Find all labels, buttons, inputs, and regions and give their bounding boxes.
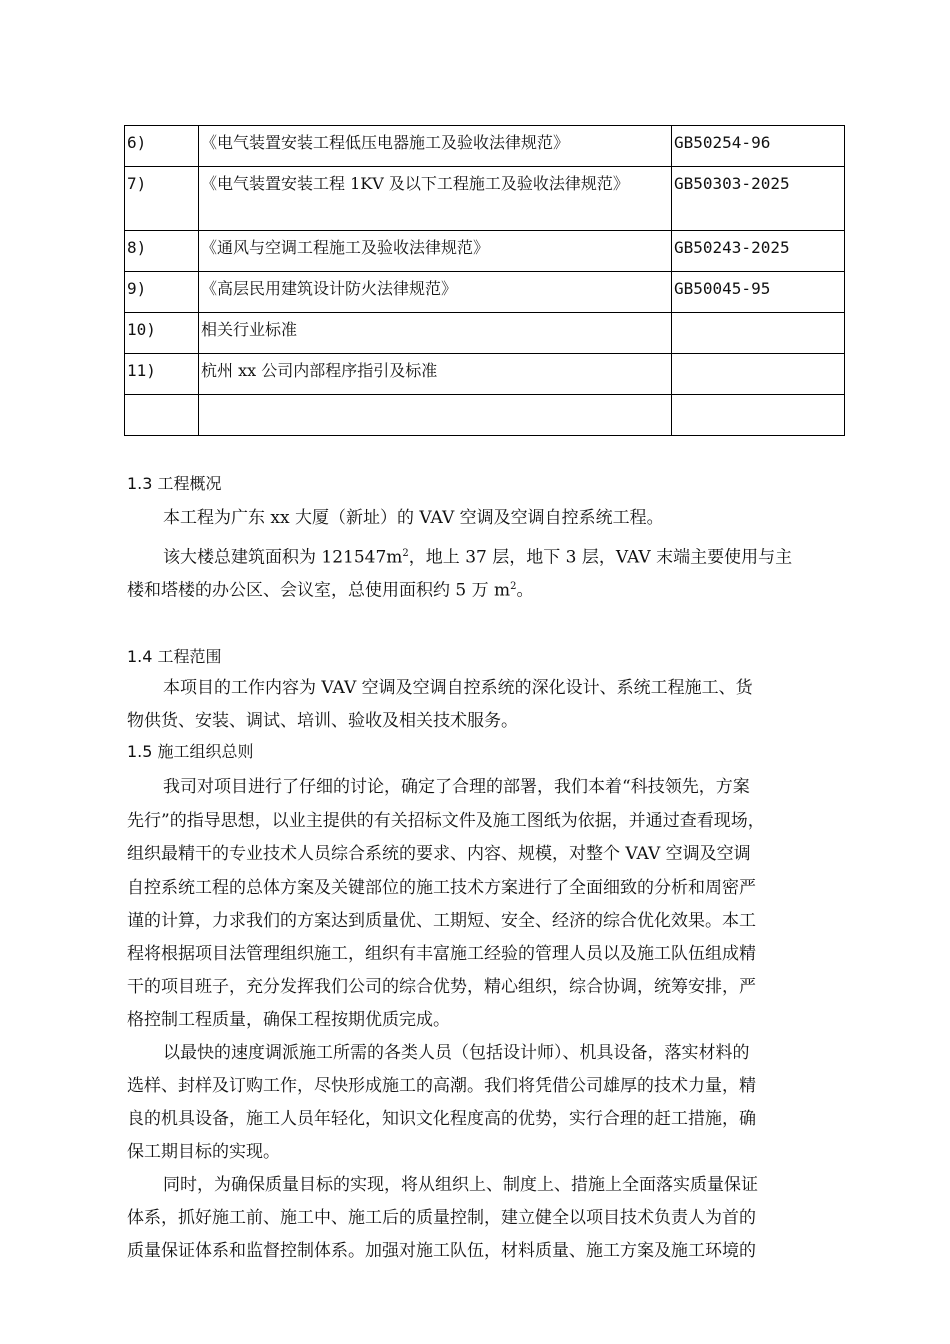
- paragraph-line: 本工程为广东 xx 大厦（新址）的 VAV 空调及空调自控系统工程。: [163, 508, 664, 528]
- row-number: 9): [125, 272, 199, 313]
- standard-title: 《电气装置安装工程低压电器施工及验收法律规范》: [199, 126, 672, 167]
- standard-title: 《通风与空调工程施工及验收法律规范》: [199, 231, 672, 272]
- section-heading-1-4: 1.4 工程范围: [127, 647, 222, 666]
- paragraph-line: 干的项目班子，充分发挥我们公司的综合优势，精心组织，综合协调，统筹安排，严: [127, 977, 756, 997]
- paragraph-line: 该大楼总建筑面积为 $121547m^2$，地上 37 层，地下 3 层，VAV 末端主要使用与主: [163, 547, 793, 568]
- standards-table: [124, 125, 845, 436]
- paragraph-line: 谨的计算，力求我们的方案达到质量优、工期短、安全、经济的综合优化效果。本工: [127, 911, 756, 931]
- table-row: [125, 313, 845, 354]
- standard-code: GB50254-96: [672, 126, 845, 167]
- row-number: 6): [125, 126, 199, 167]
- standard-code: [672, 354, 845, 395]
- standard-code: GB50045-95: [672, 272, 845, 313]
- standard-title: 《高层民用建筑设计防火法律规范》: [199, 272, 672, 313]
- paragraph-line: 以最快的速度调派施工所需的各类人员（包括设计师）、机具设备，落实材料的: [163, 1043, 750, 1063]
- row-number: 11): [125, 354, 199, 395]
- table-row: [125, 231, 845, 272]
- section-heading-1-5: 1.5 施工组织总则: [127, 742, 254, 761]
- paragraph-line: 先行”的指导思想，以业主提供的有关招标文件及施工图纸为依据，并通过查看现场，: [127, 811, 765, 831]
- table-row-empty: [125, 395, 845, 436]
- paragraph-line: 程将根据项目法管理组织施工，组织有丰富施工经验的管理人员以及施工队伍组成精: [127, 944, 756, 964]
- paragraph-line: 物供货、安装、调试、培训、验收及相关技术服务。: [127, 711, 518, 731]
- row-number: 8): [125, 231, 199, 272]
- paragraph-line: 保工期目标的实现。: [127, 1142, 280, 1162]
- standard-title: 《电气装置安装工程 1KV 及以下工程施工及验收法律规范》: [199, 167, 672, 231]
- paragraph-line: 组织最精干的专业技术人员综合系统的要求、内容、规模，对整个 VAV 空调及空调: [127, 844, 751, 864]
- standard-title: 杭州 xx 公司内部程序指引及标准: [199, 354, 672, 395]
- paragraph-line: 格控制工程质量，确保工程按期优质完成。: [127, 1010, 450, 1030]
- paragraph-line: 质量保证体系和监督控制体系。加强对施工队伍，材料质量、施工方案及施工环境的: [127, 1241, 756, 1261]
- paragraph-line: 同时，为确保质量目标的实现，将从组织上、制度上、措施上全面落实质量保证: [163, 1175, 758, 1195]
- table-row: [125, 126, 845, 167]
- paragraph-line: 自控系统工程的总体方案及关键部位的施工技术方案进行了全面细致的分析和周密严: [127, 878, 756, 898]
- paragraph-line: 体系，抓好施工前、施工中、施工后的质量控制，建立健全以项目技术负责人为首的: [127, 1208, 756, 1228]
- standard-title: 相关行业标准: [199, 313, 672, 354]
- table-row: [125, 272, 845, 313]
- row-number: 7): [125, 167, 199, 231]
- paragraph-line: 我司对项目进行了仔细的讨论，确定了合理的部署，我们本着“科技领先，方案: [163, 777, 750, 797]
- standard-code: GB50303-2025: [672, 167, 845, 231]
- paragraph-line: 本项目的工作内容为 VAV 空调及空调自控系统的深化设计、系统工程施工、货: [163, 678, 753, 698]
- standard-code: GB50243-2025: [672, 231, 845, 272]
- paragraph-line: 选样、封样及订购工作，尽快形成施工的高潮。我们将凭借公司雄厚的技术力量，精: [127, 1076, 756, 1096]
- standard-code: [672, 313, 845, 354]
- paragraph-line: 楼和塔楼的办公区、会议室，总使用面积约 5 万 $m^2$。: [127, 580, 534, 601]
- row-number: 10): [125, 313, 199, 354]
- table-row: [125, 167, 845, 231]
- table-row: [125, 354, 845, 395]
- paragraph-line: 良的机具设备，施工人员年轻化，知识文化程度高的优势，实行合理的赶工措施，确: [127, 1109, 756, 1129]
- section-heading-1-3: 1.3 工程概况: [127, 474, 222, 493]
